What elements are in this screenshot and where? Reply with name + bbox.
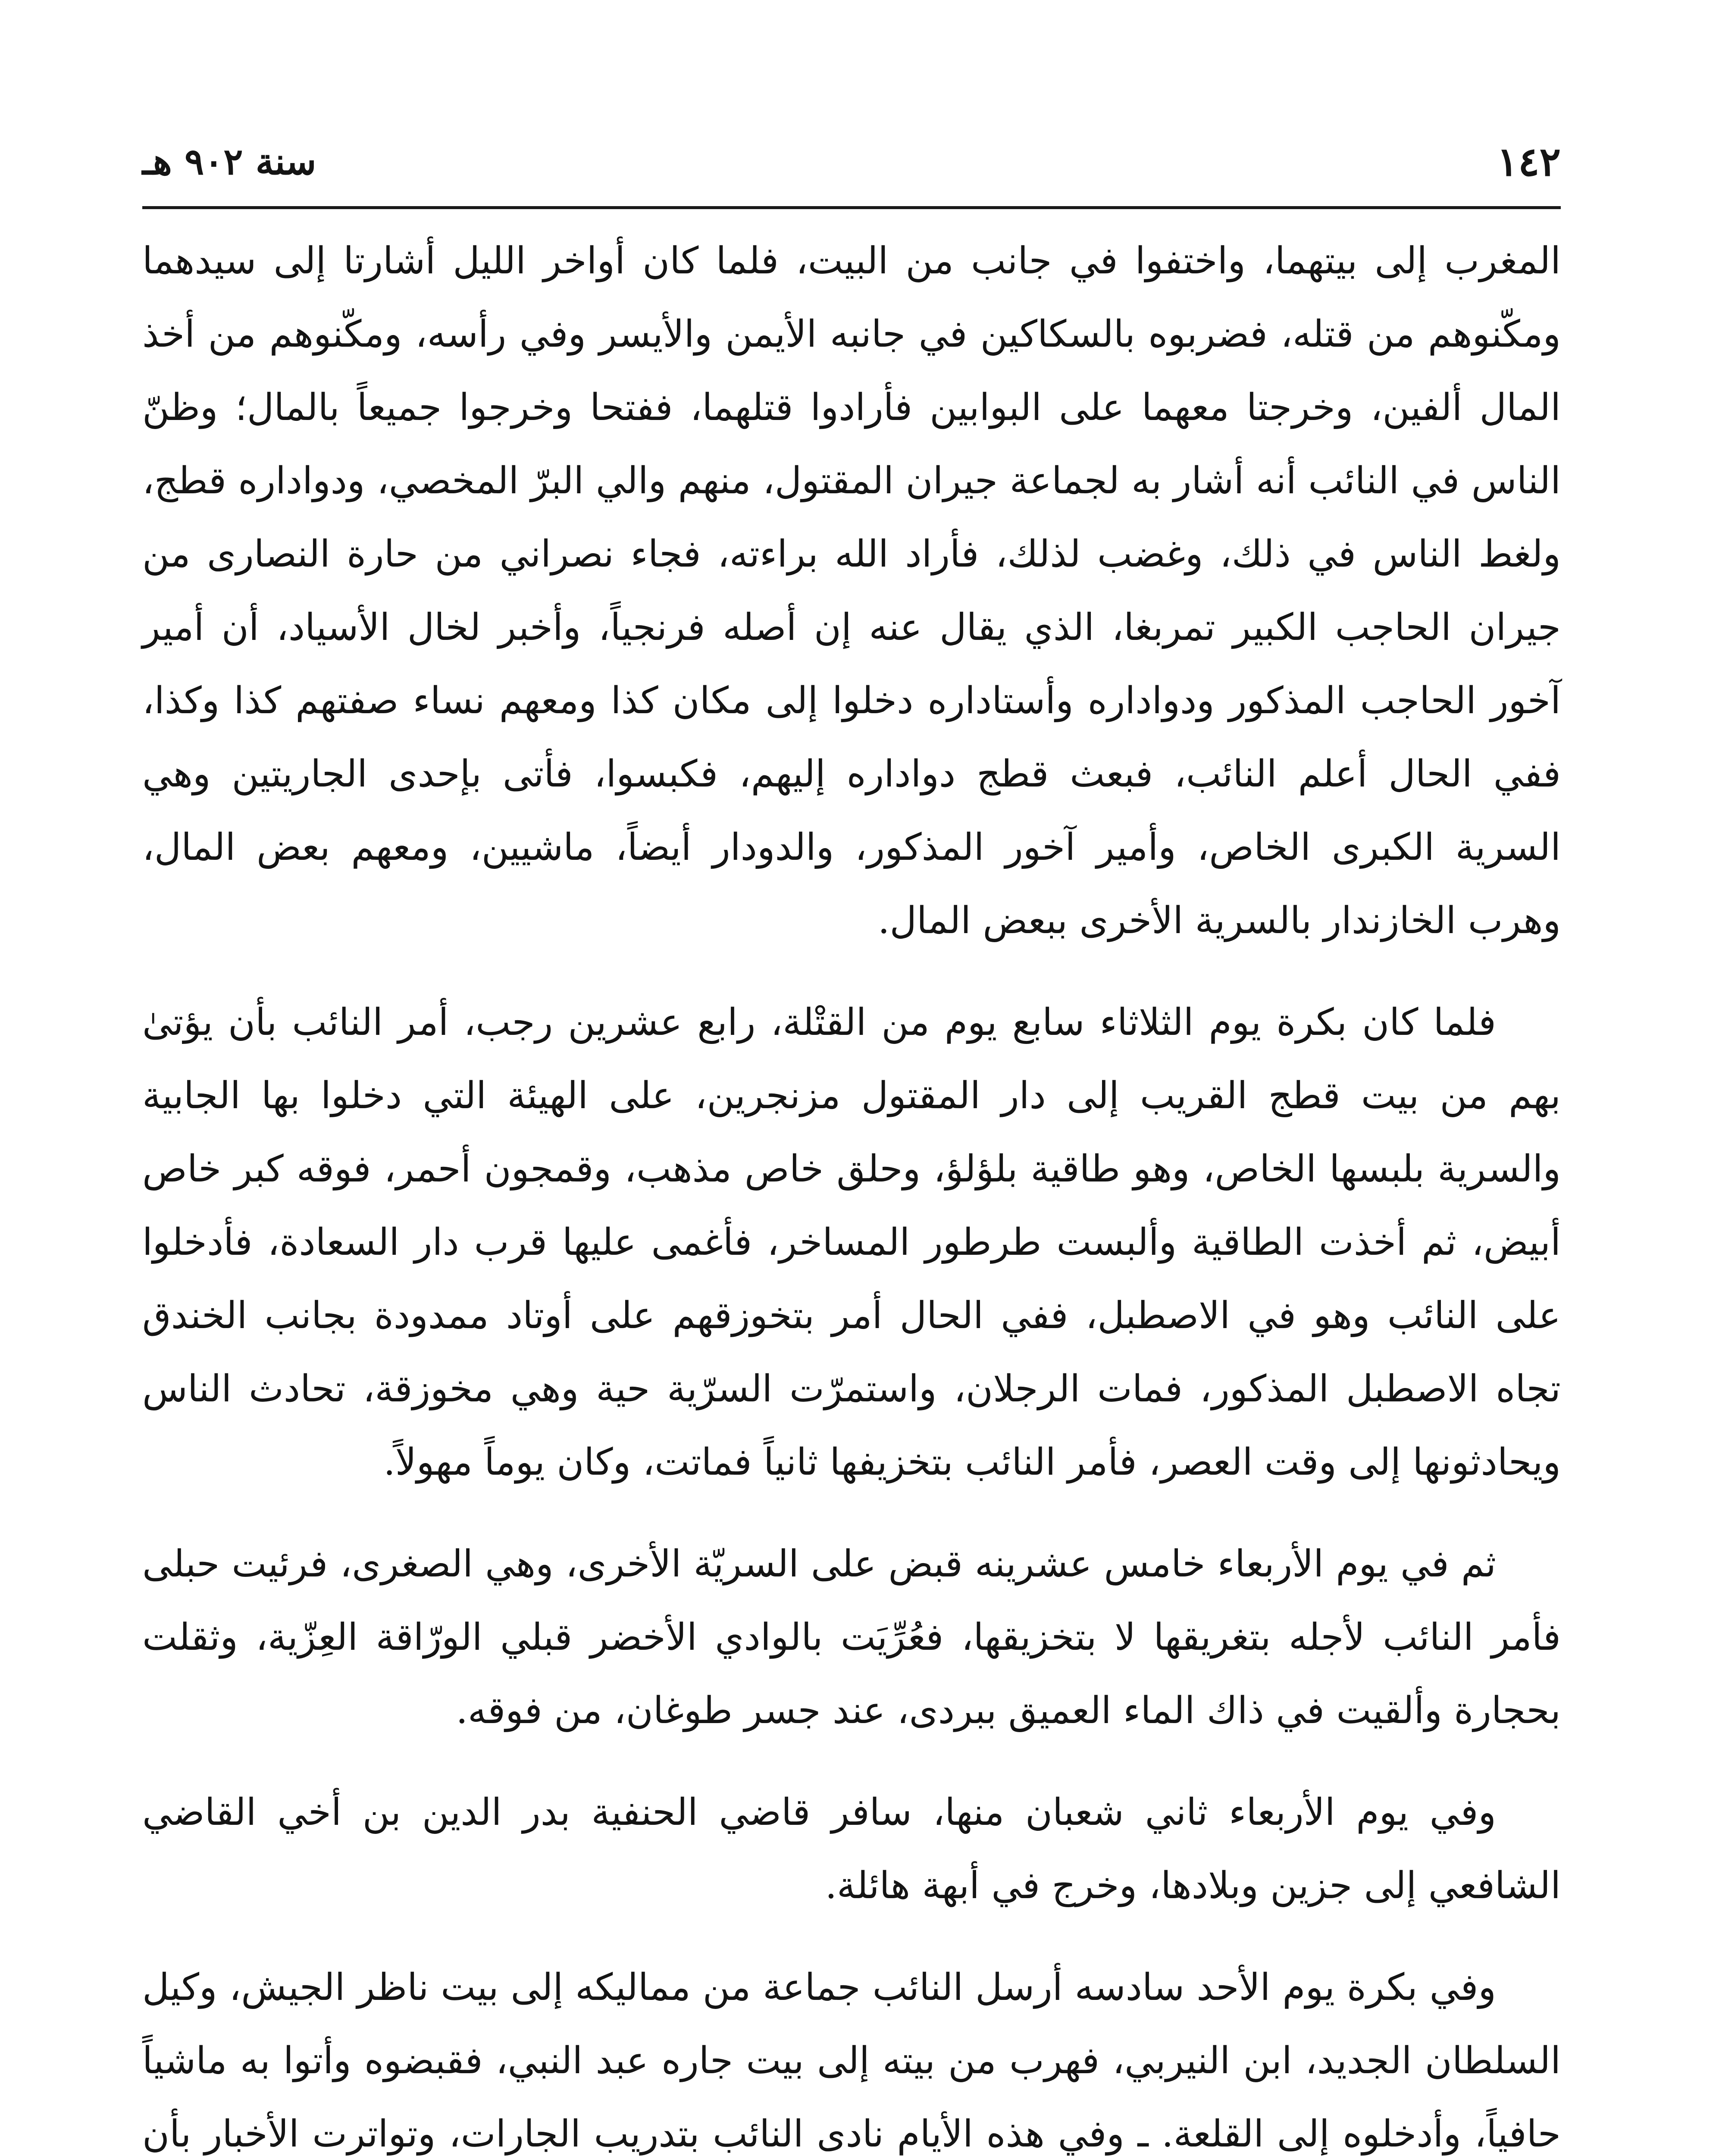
paragraph: فلما كان بكرة يوم الثلاثاء سابع يوم من القتْلة، رابع عشرين رجب، أمر النائب بأن يؤتىٰ بهم من بيت قطج القريب إلى دار المقتول مزنجرين، على الهيئة التي دخلوا بها الجابية والسرية بلبسها الخاص، وهو طاقية بلؤلؤ، وحلق خاص مذهب، وقمجون أحمر، فوقه كبر خاص أبيض، ثم أخذت الطاقية وألبست طرطور المساخر، فأغمى عليها قرب دار السعادة، فأدخلوا على النائب وهو في الاصطبل، ففي الحال أمر بتخوزقهم على أوتاد ممدودة بجانب الخندق تجاه الاصطبل المذكور، فمات الرجلان، واستمرّت السرّية حية وهي مخوزقة، تحادث الناس ويحادثونها إلى وقت العصر، فأمر النائب بتخزيفها ثانياً فماتت، وكان يوماً مهولاً. bbox=[142, 1001, 1561, 1484]
paragraph: وفي يوم الأربعاء ثاني شعبان منها، سافر قاضي الحنفية بدر الدين بن أخي القاضي الشافعي إلى جزين وبلادها، وخرج في أبهة هائلة. bbox=[142, 1791, 1561, 1907]
page-number: ١٤٢ bbox=[1497, 138, 1561, 185]
body-text bbox=[142, 224, 1561, 2156]
running-head-year: سنة ٩٠٢ هـ bbox=[142, 140, 316, 183]
paragraph: وفي بكرة يوم الأحد سادسه أرسل النائب جماعة من مماليكه إلى بيت ناظر الجيش، وكيل السلطان الجديد، ابن النيربي، فهرب من بيته إلى بيت جاره عبد النبي، فقبضوه وأتوا به ماشياً حافياً، وأدخلوه إلى القلعة. ـ وفي هذه الأيام نادى النائب بتدريب الجارات، وتواترت الأخبار بأن bbox=[142, 1966, 1561, 2156]
page-header bbox=[142, 129, 1561, 194]
paragraph: ثم في يوم الأربعاء خامس عشرينه قبض على السريّة الأخرى، وهي الصغرى، فرئيت حبلى فأمر النائب لأجله بتغريقها لا بتخزيقها، فعُرِّيَت بالوادي الأخضر قبلي الورّاقة العِزّية، وثقلت بحجارة وألقيت في ذاك الماء العميق ببردى، عند جسر طوغان، من فوقه. bbox=[142, 1542, 1561, 1732]
header-rule bbox=[142, 206, 1561, 209]
paragraph: المغرب إلى بيتهما، واختفوا في جانب من البيت، فلما كان أواخر الليل أشارتا إلى سيدهما ومكّنوهم من قتله، فضربوه بالسكاكين في جانبه الأيمن والأيسر وفي رأسه، ومكّنوهم من أخذ المال ألفين، وخرجتا معهما على البوابين فأرادوا قتلهما، ففتحا وخرجوا جميعاً بالمال؛ وظنّ الناس في النائب أنه أشار به لجماعة جيران المقتول، منهم والي البرّ المخصي، ودواداره قطج، ولغط الناس في ذلك، وغضب لذلك، فأراد الله براءته، فجاء نصراني من حارة النصارى من جيران الحاجب الكبير تمربغا، الذي يقال عنه إن أصله فرنجياً، وأخبر لخال الأسياد، أن أمير آخور الحاجب المذكور ودواداره وأستاداره دخلوا إلى مكان كذا ومعهم نساء صفتهم كذا وكذا، ففي الحال أعلم النائب، فبعث قطج دواداره إليهم، فكبسوا، فأتى بإحدى الجاريتين وهي السرية الكبرى الخاص، وأمير آخور المذكور، والدودار أيضاً، ماشيين، ومعهم بعض المال، وهرب الخازندار بالسرية الأخرى ببعض المال. bbox=[142, 239, 1561, 942]
